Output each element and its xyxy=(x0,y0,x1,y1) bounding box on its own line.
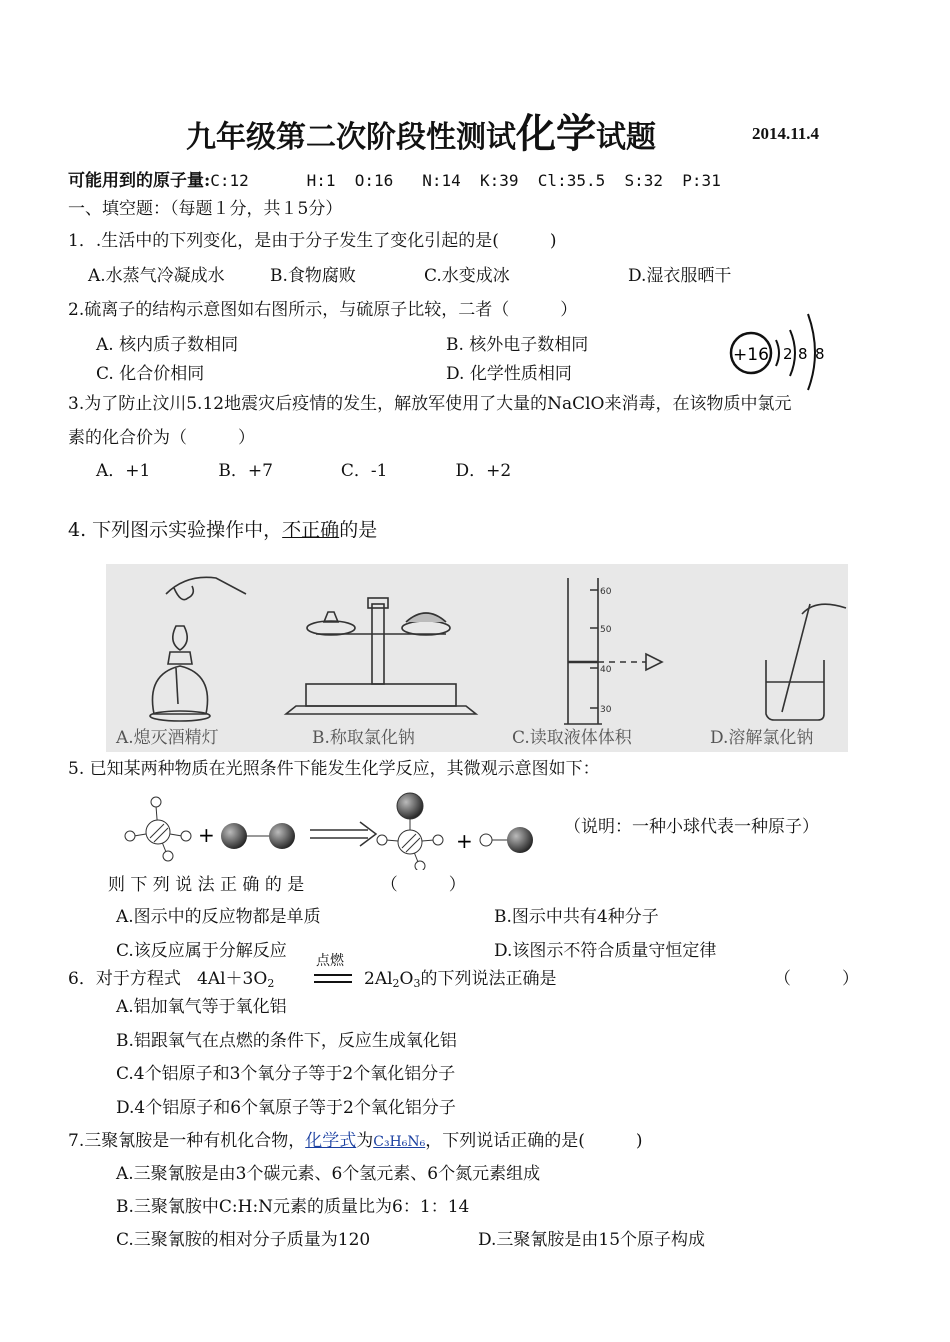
question-1-option-c: C.水变成冰 xyxy=(424,266,510,286)
reactant-molecule xyxy=(221,823,295,849)
reaction-condition: 点燃 xyxy=(316,953,344,969)
reaction-arrow xyxy=(310,822,376,846)
product-part: O xyxy=(399,969,414,989)
equation-reactants: 6．对于方程式 4Al＋3O xyxy=(68,969,268,989)
figure-caption-b: B.称取氯化钠 xyxy=(312,728,415,748)
figure-caption-c: C.读取液体体积 xyxy=(512,728,632,748)
alcohol-lamp-illustration xyxy=(150,577,246,721)
sulfide-ion-diagram xyxy=(726,310,830,392)
equation-product-and-stem xyxy=(364,968,556,995)
question-6-option-c: C.4个铝原子和3个氧分子等于2个氧化铝分子 xyxy=(116,1064,456,1084)
shell-electrons: 8 xyxy=(798,345,808,363)
equals-arrow xyxy=(314,972,354,986)
question-6-stem-post: 的下列说法正确是 xyxy=(420,969,557,989)
question-4-stem-post: 的是 xyxy=(339,519,378,541)
question-6-option-d: D.4个铝原子和6个氧原子等于2个氧化铝分子 xyxy=(116,1098,456,1118)
question-7-option-d: D.三聚氰胺是由15个原子构成 xyxy=(478,1230,706,1250)
question-2-option-c: C. 化合价相同 xyxy=(96,364,205,384)
nucleus-charge: +16 xyxy=(733,345,769,365)
cylinder-tick-label: 30 xyxy=(600,705,612,715)
atomic-masses xyxy=(68,170,721,192)
shell-electrons: 2 xyxy=(783,345,793,363)
question-5-stem: 5. 已知某两种物质在光照条件下能发生化学反应，其微观示意图如下： xyxy=(68,759,600,779)
balance-illustration xyxy=(286,598,476,714)
title-part: 九年级第二次阶段性测试 xyxy=(186,120,516,155)
cylinder-scale xyxy=(600,587,612,715)
title-part: 试题 xyxy=(596,120,656,155)
figure-caption-d: D.溶解氯化钠 xyxy=(710,728,814,748)
question-2-option-d: D. 化学性质相同 xyxy=(446,364,572,384)
figure-caption-a: A.熄灭酒精灯 xyxy=(116,728,219,748)
chemical-formula-link[interactable]: 化学式 xyxy=(305,1131,357,1151)
question-2-stem: 2.硫离子的结构示意图如右图所示，与硫原子比较，二者（ ） xyxy=(68,300,578,320)
question-7-stem-post: ，下列说话正确的是( ) xyxy=(425,1131,643,1151)
question-7-option-b: B.三聚氰胺中C:H:N元素的质量比为6：1：14 xyxy=(116,1197,470,1217)
question-2-option-b: B. 核外电子数相同 xyxy=(446,335,589,355)
question-1-option-d: D.湿衣服晒干 xyxy=(628,266,732,286)
shell-electrons: 8 xyxy=(815,345,825,363)
question-5-option-a: A.图示中的反应物都是单质 xyxy=(116,907,321,927)
question-5-option-b: B.图示中共有4种分子 xyxy=(494,907,659,927)
melamine-formula[interactable]: C₃H₆N₆ xyxy=(373,1134,426,1150)
question-4-stem xyxy=(68,518,377,542)
subscript: 2 xyxy=(392,977,400,990)
cylinder-tick-label: 40 xyxy=(600,665,612,675)
question-4-stem-pre: 4. 下列图示实验操作中， xyxy=(68,519,283,541)
exam-date: 2014.11.4 xyxy=(752,124,820,143)
atomic-masses-values: C:12 H:1 O:16 N:14 K:39 Cl:35.5 S:32 P:31 xyxy=(210,171,721,190)
title-emphasis: 化学 xyxy=(516,110,596,157)
question-3-stem-line2: 素的化合价为（ ） xyxy=(68,428,255,448)
question-1-stem: 1．.生活中的下列变化，是由于分子发生了变化引起的是( ) xyxy=(68,231,557,251)
atomic-masses-label: 可能用到的原子量: xyxy=(68,171,211,191)
graduated-cylinder-illustration xyxy=(564,578,662,724)
question-3-stem-line1: 3.为了防止汶川5.12地震灾后疫情的发生，解放军使用了大量的NaClO来消毒，在该物质中氯元 xyxy=(68,394,792,414)
product-part: 2Al xyxy=(364,969,393,989)
plus-sign: + xyxy=(198,823,215,847)
question-3-options: A．+1 B．+7 C．-1 D．+2 xyxy=(96,461,512,481)
question-7-stem-pre: 7.三聚氰胺是一种有机化合物， xyxy=(68,1131,306,1151)
question-6-stem xyxy=(68,968,274,995)
question-7-stem-mid: 为 xyxy=(356,1131,374,1151)
question-5-option-c: C.该反应属于分解反应 xyxy=(116,941,287,961)
section-heading: 一、填空题：（每题１分，共１5分） xyxy=(68,199,343,219)
question-5-option-d: D.该图示不符合质量守恒定律 xyxy=(494,941,717,961)
question-2-option-a: A. 核内质子数相同 xyxy=(96,335,239,355)
question-5-ask: 则 下 列 说 法 正 确 的 是 （ ） xyxy=(108,875,466,895)
subscript: 2 xyxy=(267,977,275,990)
question-4-emphasis: 不正确 xyxy=(282,519,340,541)
shell-arc xyxy=(808,314,815,390)
question-6-answer-paren: （ ） xyxy=(774,969,859,989)
reaction-diagram xyxy=(110,790,560,870)
product-molecule xyxy=(480,827,533,853)
question-5-note: （说明：一种小球代表一种原子） xyxy=(564,817,819,837)
cylinder-tick-label: 60 xyxy=(600,587,612,597)
question-6-option-b: B.铝跟氧气在点燃的条件下，反应生成氧化铝 xyxy=(116,1031,457,1051)
cylinder-tick-label: 50 xyxy=(600,625,612,635)
product-molecule xyxy=(377,793,443,870)
page-title xyxy=(186,102,656,159)
question-7-stem xyxy=(68,1130,643,1153)
question-1-option-b: B.食物腐败 xyxy=(270,266,356,286)
question-6-option-a: A.铝加氧气等于氧化铝 xyxy=(116,997,287,1017)
plus-sign: + xyxy=(456,829,473,853)
beaker-illustration xyxy=(766,604,846,720)
subscript: 3 xyxy=(413,977,421,990)
experiment-figure xyxy=(106,564,848,752)
question-7-option-c: C.三聚氰胺的相对分子质量为120 xyxy=(116,1230,371,1250)
question-7-option-a: A.三聚氰胺是由3个碳元素、6个氢元素、6个氮元素组成 xyxy=(116,1164,541,1184)
question-1-option-a: A.水蒸气冷凝成水 xyxy=(88,266,225,286)
shell-arc xyxy=(776,340,779,366)
reactant-molecule xyxy=(125,797,191,861)
